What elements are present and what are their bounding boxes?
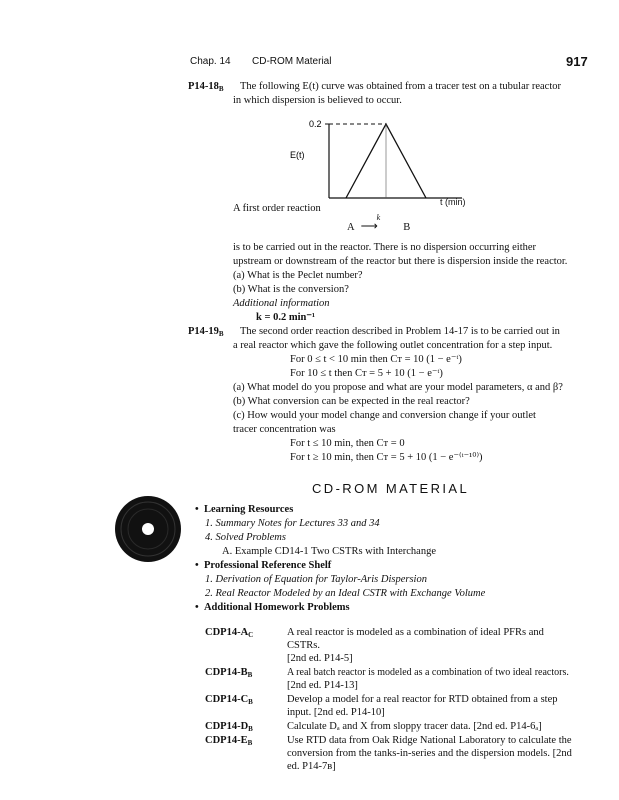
problem-label-p14-18 — [188, 80, 224, 96]
p1418-line1: The following E(t) curve was obtained from a tracer test on a tubular reactor — [240, 81, 561, 92]
problem-label-p14-19 — [188, 325, 224, 341]
p1419-question-c-line2: tracer concentration was — [233, 424, 336, 435]
professional-reference-heading: Professional Reference Shelf — [203, 560, 332, 571]
bullet-additional-homework: • Additional Homework Problems — [195, 602, 350, 613]
lr-solved-problems: 4. Solved Problems — [205, 532, 286, 543]
p1419-question-b: (b) What conversion can be expected in the real reactor? — [233, 396, 470, 407]
lr-example-cd14-1: A. Example CD14-1 Two CSTRs with Interchange — [222, 546, 436, 557]
p1419-condition-2: For 10 ≤ t then Cᴛ = 5 + 10 (1 − e⁻ᵗ) — [290, 368, 443, 379]
hw-text-a-3: [2nd ed. P14-5] — [287, 653, 353, 664]
hw-text-a-2: CSTRs. — [287, 640, 320, 651]
additional-info-heading: Additional information — [233, 298, 330, 309]
p1419-condition-1: For 0 ≤ t < 10 min then Cᴛ = 10 (1 − e⁻ᵗ) — [290, 354, 462, 365]
hw-text-b-2: [2nd ed. P14-13] — [287, 680, 358, 691]
learning-resources-heading: Learning Resources — [203, 504, 294, 515]
p1418-line3: is to be carried out in the reactor. There is no dispersion occurring either — [233, 242, 537, 253]
p1419-line1: The second order reaction described in Problem 14-17 is to be carried out in — [240, 326, 560, 337]
reaction-arrow — [360, 213, 397, 234]
p1419-condition-3: For t ≤ 10 min, then Cᴛ = 0 — [290, 438, 405, 449]
rate-constant-symbol: k — [376, 213, 381, 222]
hw-text-c-1: Develop a model for a real reactor for RTD obtained from a step — [287, 694, 558, 705]
hw-text-c-2: input. [2nd ed. P14-10] — [287, 707, 385, 718]
reaction-equation — [347, 213, 411, 234]
p1418-line2: in which dispersion is believed to occur. — [233, 95, 402, 106]
bullet-professional-reference: • Professional Reference Shelf — [195, 560, 332, 571]
x-axis-label: t (min) — [440, 197, 466, 207]
arrow-glyph: ⟶ — [360, 219, 378, 233]
prs-taylor-aris: 1. Derivation of Equation for Taylor-Aris Dispersion — [205, 574, 427, 585]
cdrom-section-title: CD-ROM MATERIAL — [312, 481, 470, 496]
hw-id-e: $CDP14-E_B$ — [205, 735, 253, 747]
hw-text-a-1: A real reactor is modeled as a combination of ideal PFRs and — [287, 627, 544, 638]
lr-summary-notes: 1. Summary Notes for Lectures 33 and 34 — [205, 518, 380, 529]
hw-id-b: $CDP14-B_B$ — [205, 667, 253, 679]
hw-text-d-1: Calculate Dₐ and X from sloppy tracer data. [2nd ed. P14-6ₐ] — [287, 721, 542, 732]
etd-curve-figure — [280, 112, 470, 208]
hw-text-e-3: ed. P14-7ʙ] — [287, 761, 336, 772]
p1418-question-a: (a) What is the Peclet number? — [233, 270, 363, 281]
prs-real-reactor-cstr: 2. Real Reactor Modeled by an Ideal CSTR with Exchange Volume — [205, 588, 486, 599]
rate-constant-value: k = 0.2 min⁻¹ — [256, 312, 316, 323]
hw-text-b-1: A real batch reactor is modeled as a combination of two ideal reactors. — [287, 667, 569, 678]
hw-id-c: $CDP14-C_B$ — [205, 694, 253, 706]
cd-disc-icon — [113, 494, 183, 564]
problem-id: P14-19 — [188, 326, 219, 337]
problem-difficulty: B — [218, 330, 224, 338]
product: B — [403, 222, 411, 233]
chapter-label: Chap. 14 — [190, 56, 231, 67]
hw-text-e-2: conversion from the tanks-in-series and the dispersion models. [2nd — [287, 748, 572, 759]
section-label: CD-ROM Material — [252, 56, 332, 67]
problem-id: P14-18 — [188, 81, 219, 92]
problem-difficulty: B — [218, 85, 224, 93]
y-tick-label: 0.2 — [309, 119, 322, 129]
reactant: A — [347, 222, 355, 233]
y-axis-label: E(t) — [290, 150, 305, 160]
hw-id-a: $CDP14-A_C$ — [205, 627, 254, 639]
p1419-question-a: (a) What model do you propose and what are your model parameters, α and β? — [233, 382, 563, 393]
p1419-question-c-line1: (c) How would your model change and conversion change if your outlet — [233, 410, 536, 421]
p1418-reaction-intro: A first order reaction — [233, 203, 321, 214]
hw-text-e-1: Use RTD data from Oak Ridge National Laboratory to calculate the — [287, 735, 572, 746]
hw-id-d: $CDP14-D_B$ — [205, 721, 253, 733]
page-number: 917 — [566, 54, 588, 69]
additional-homework-heading: Additional Homework Problems — [203, 602, 350, 613]
p1419-condition-4: For t ≥ 10 min, then Cᴛ = 5 + 10 (1 − e⁻⁽ᵗ⁻¹⁰⁾) — [290, 452, 483, 463]
p1419-line2: a real reactor which gave the following outlet concentration for a step input. — [233, 340, 553, 351]
p1418-question-b: (b) What is the conversion? — [233, 284, 349, 295]
p1418-line4: upstream or downstream of the reactor but there is dispersion inside the reactor. — [233, 256, 568, 267]
bullet-learning-resources: • Learning Resources — [195, 504, 294, 515]
